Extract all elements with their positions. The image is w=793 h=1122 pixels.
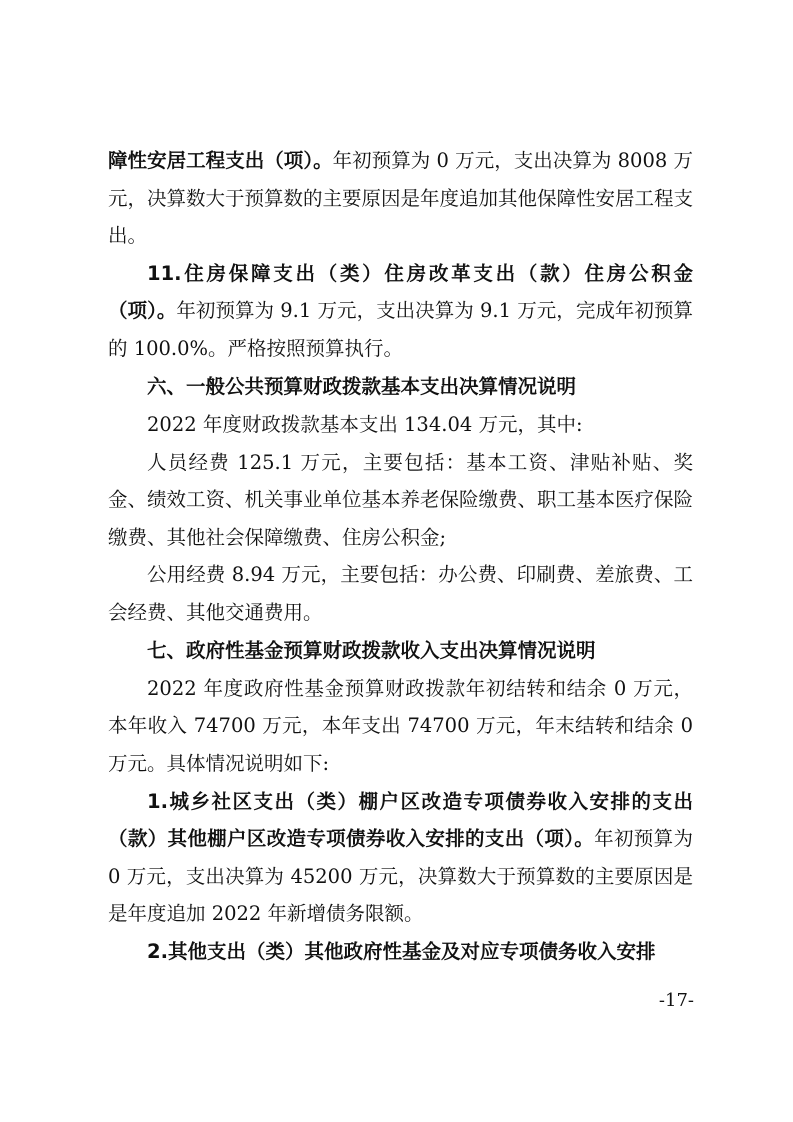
paragraph-6: 2022 年度政府性基金预算财政拨款年初结转和结余 0 万元，本年收入 74700 万元，本年支出 74700 万元，年末结转和结余 0 万元。具体情况说明如下: — [108, 676, 693, 775]
document-body — [108, 142, 693, 971]
paragraph-3: 2022 年度财政拨款基本支出 134.04 万元，其中: — [147, 412, 583, 436]
paragraph-2-text: 年初预算为 9.1 万元，支出决算为 9.1 万元，完成年初预算的 100.0%。严格按照预算执行。 — [108, 299, 693, 360]
paragraph-7-bold: 1.城乡社区支出（类）棚户区改造专项债券收入安排的支出（款）其他棚户区改造专项债券收入安排的支出（项）。 — [108, 789, 693, 851]
paragraph-1 — [108, 142, 693, 255]
paragraph-7 — [108, 783, 693, 933]
paragraph-5: 公用经费 8.94 万元，主要包括：办公费、印刷费、差旅费、工会经费、其他交通费用。 — [108, 563, 693, 624]
page-number: -17- — [658, 990, 694, 1011]
paragraph-4: 人员经费 125.1 万元，主要包括：基本工资、津贴补贴、奖金、绩效工资、机关事业单位基本养老保险缴费、职工基本医疗保险缴费、其他社会保障缴费、住房公积金; — [108, 450, 694, 549]
paragraph-1-text: 年初预算为 0 万元，支出决算为 8008 万元，决算数大于预算数的主要原因是年度追加其他保障性安居工程支出。 — [108, 149, 694, 247]
paragraph-8-bold: 2.其他支出（类）其他政府性基金及对应专项债务收入安排 — [147, 940, 656, 964]
paragraph-2 — [108, 255, 693, 368]
paragraph-8 — [108, 933, 693, 971]
paragraph-7-text: 年初预算为 0 万元，支出决算为 45200 万元，决算数大于预算数的主要原因是是年度追加 2022 年新增债务限额。 — [108, 827, 693, 926]
paragraph-1-bold: 障性安居工程支出（项）。 — [108, 149, 333, 172]
paragraph-2-bold: 11.住房保障支出（类）住房改革支出（款）住房公积金（项）。 — [108, 261, 693, 323]
section-heading-7: 七、政府性基金预算财政拨款收入支出决算情况说明 — [147, 638, 596, 662]
section-heading-6: 六、一般公共预算财政拨款基本支出决算情况说明 — [147, 374, 577, 398]
